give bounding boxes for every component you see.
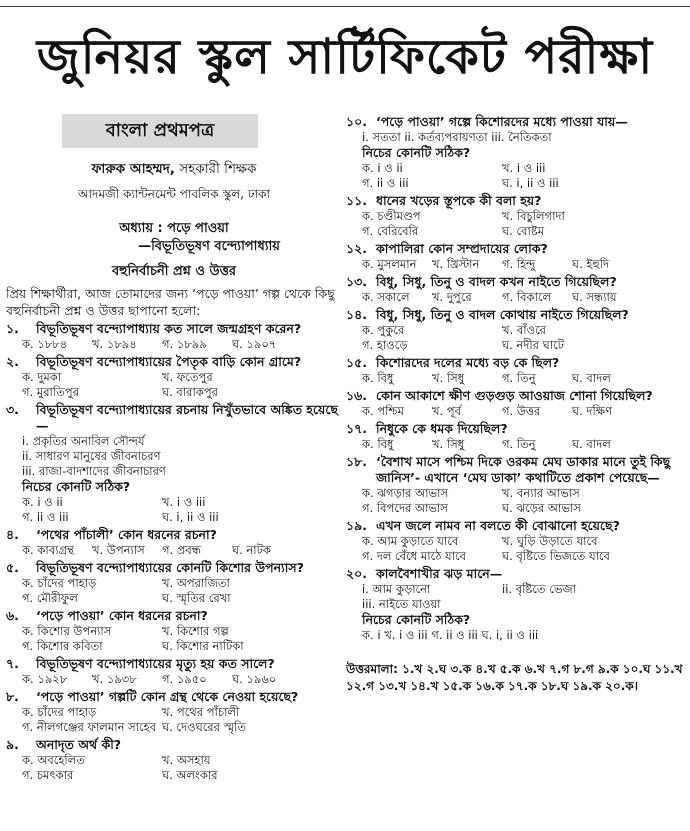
question-block <box>346 355 686 386</box>
statement-list <box>6 434 342 479</box>
option: খ. i ও iii <box>502 161 546 175</box>
option: গ. নীলগঞ্জের ফালমান সাহেব <box>22 720 157 734</box>
option: গ. ১৮৯৯ <box>162 337 207 351</box>
option-list <box>346 161 686 191</box>
question-number: ১৬. <box>346 388 367 403</box>
question-block <box>6 689 342 735</box>
question-number: ২০. <box>346 566 368 581</box>
option: গ. চমৎকার <box>22 768 74 782</box>
option: গ. তিনু <box>502 437 536 451</box>
question-text: এখন জলে নামব না বলতে কী বোঝানো হয়েছে? <box>376 518 620 533</box>
question-row <box>346 388 686 404</box>
option: খ. বিচুলিগাদা <box>502 209 565 223</box>
question-row <box>6 527 342 543</box>
question-text: ‘পথের পাঁচালী’ কোন ধরনের রচনা? <box>36 527 217 542</box>
option: খ. ১৯৩৮ <box>92 672 137 686</box>
option: খ. খ্রিস্টান <box>432 257 480 271</box>
question-block <box>6 527 342 558</box>
question-number: ৩. <box>6 402 19 417</box>
option: ঘ. বৃষ্টিতে ভিজতে যাবে <box>502 549 610 563</box>
statement: i. আম কুড়ানো <box>362 582 431 596</box>
option: ঘ. দক্ষিণ <box>572 404 613 418</box>
option: খ. ১৮৯৪ <box>92 337 137 351</box>
author-name: ফারুক আহম্মদ, <box>91 161 175 177</box>
question-number: ১৫. <box>346 355 367 370</box>
option-list <box>346 534 686 564</box>
section-title: বহুনির্বাচনী প্রশ্ন ও উত্তর <box>111 264 237 279</box>
question-number: ১১. <box>346 193 367 208</box>
option: খ. দুপুরে <box>432 290 472 304</box>
option: গ. মৌরীফুল <box>22 591 78 605</box>
answer-key: উত্তরমালা: ১.খ ২.ঘ ৩.ক ৪.খ ৫.ক ৬.খ ৭.গ ৮.গ ৯.ক ১০.ঘ ১১.খ ১২.গ ১৩.খ ১৪.খ ১৫.ক ১৬.ক ১৭.ক ১৮.ঘ ১৯.ক ২০.ক। <box>346 662 683 693</box>
question-text: ধানের খড়ের স্তূপকে কী বলা হয়? <box>376 193 542 208</box>
option: গ. মুরাতিপুর <box>22 385 79 399</box>
option: খ. ফতেপুর <box>162 370 213 384</box>
option: গ. বেরিবেরি <box>362 224 419 238</box>
question-text: ‘বৈশাখ মাসে পশ্চিম দিকে ওরকম মেঘ ডাকার মানে তুই কিছু জানিস’- এখানে ‘মেঘ ডাকা’ কথাটিতে প্রকাশ পেয়েছে— <box>376 454 671 485</box>
option: ক. কাব্যগ্রন্থ <box>22 543 74 557</box>
option: ক. চণ্ডীমণ্ডপ <box>362 209 421 223</box>
right-question-list <box>346 114 686 643</box>
option: ক. চাঁদের পাহাড় <box>22 576 97 590</box>
option: ক. অবহেলিত <box>22 753 85 767</box>
question-text: বিধু, সিধু, তিনু ও বাদল কোথায় নাইতে গিয়েছিল? <box>376 307 629 322</box>
option: ক. i ও ii <box>362 161 403 175</box>
question-text: ‘পড়ে পাওয়া’ গল্পে কিশোরদের মধ্যে পাওয়া যায়— <box>376 114 628 129</box>
question-block <box>346 388 686 419</box>
question-row <box>346 193 686 209</box>
question-number: ২. <box>6 354 19 369</box>
question-text: কালবৈশাখীর ঝড় মানে— <box>376 566 503 581</box>
question-text: কোন আকাশে ক্ষীণ গুড়গুড় আওয়াজ শোনা গিয়েছিল? <box>376 388 653 403</box>
question-row <box>6 656 342 672</box>
question-number: ১৪. <box>346 307 367 322</box>
question-block <box>346 193 686 239</box>
option-list <box>6 753 342 783</box>
question-block <box>346 274 686 305</box>
option-list <box>6 705 342 735</box>
option: গ. তিনু <box>502 371 536 385</box>
option: ক. দুমকা <box>22 370 62 384</box>
option: ক. সকালে <box>362 290 410 304</box>
statement-pair <box>346 582 686 597</box>
option-list <box>6 370 342 400</box>
option: খ. বাঁওরে <box>502 323 547 337</box>
question-row <box>346 274 686 290</box>
option: ঘ. বাদল <box>572 437 611 451</box>
option-list <box>346 257 686 272</box>
option-list <box>6 495 342 525</box>
intro-text: প্রিয় শিক্ষার্থীরা, আজ তোমাদের জন্য ‘পড়ে পাওয়া’ গল্প থেকে কিছু বহুনির্বাচনী প্রশ্ন ও উত্তর ছাপানো হলো: <box>6 286 335 318</box>
school-name: আদমজী ক্যান্টনমেন্ট পাবলিক স্কুল, ঢাকা <box>78 187 270 201</box>
option-list <box>346 371 686 386</box>
option: ঘ. সন্ধ্যায় <box>572 290 617 304</box>
question-number: ৬. <box>6 608 19 623</box>
option: ক. ঝগড়ার আভাস <box>362 486 449 500</box>
question-number: ১০. <box>346 114 367 129</box>
statement: ii. বৃষ্টিতে ভেজা <box>502 582 577 596</box>
question-text: বিভূতিভূষণ বন্দ্যোপাধ্যায়ের পৈতৃক বাড়ি কোন গ্রামে? <box>36 354 302 369</box>
question-row <box>6 321 342 337</box>
question-block <box>6 321 342 352</box>
option: ঘ. অলংকার <box>162 768 218 782</box>
option: ক. ১৯২৮ <box>22 672 68 686</box>
question-number: ১৮. <box>346 454 367 469</box>
option: ঘ. ১৯৬০ <box>232 672 277 686</box>
question-row <box>6 689 342 705</box>
which-correct-label: নিচের কোনটি সঠিক? <box>362 145 471 160</box>
question-block <box>6 656 342 687</box>
option: খ. ঘুড়ি উড়াতে যাবে <box>502 534 598 548</box>
option-list: ক. i খ. i ও iii গ. ii ও iii ঘ. i, ii ও iii <box>362 628 539 642</box>
option: ঘ. দেওঘরের স্মৃতি <box>162 720 246 734</box>
question-number: ১৩. <box>346 274 367 289</box>
question-number: ৯. <box>6 737 19 752</box>
chapter-writer: —বিভূতিভূষণ বন্দ্যোপাধ্যায় <box>138 239 280 254</box>
option: ঘ. বাদল <box>572 371 611 385</box>
question-block <box>6 354 342 400</box>
question-row <box>346 421 686 437</box>
option: ঘ. বোষ্টম <box>502 224 545 238</box>
option: ক. ১৮৮৪ <box>22 337 68 351</box>
question-row <box>346 566 686 582</box>
question-block <box>346 241 686 272</box>
option-list <box>346 290 686 305</box>
option-list <box>6 543 342 558</box>
question-row <box>346 355 686 371</box>
question-text: বিভূতিভূষণ বন্দ্যোপাধ্যায় কত সালে জন্মগ্রহণ করেন? <box>36 321 302 336</box>
option: ক. কিশোর উপন্যাস <box>22 624 112 638</box>
question-row <box>6 608 342 624</box>
option: ক. আম কুড়াতে যাবে <box>362 534 459 548</box>
question-block <box>346 454 686 516</box>
question-block <box>346 421 686 452</box>
question-row <box>6 560 342 576</box>
option: গ. হিন্দু <box>502 257 536 271</box>
statement: iii. নাইতে যাওয়া <box>362 597 441 611</box>
option: খ. কিশোর গল্প <box>162 624 229 638</box>
subject-badge: বাংলা প্রথমপত্র <box>62 114 258 148</box>
question-row <box>346 307 686 323</box>
question-row <box>6 354 342 370</box>
option: ঘ. বারাকপুর <box>162 385 218 399</box>
question-row <box>6 402 342 434</box>
which-correct-label: নিচের কোনটি সঠিক? <box>362 612 471 627</box>
option: ঘ. কিশোর নাটিকা <box>162 639 244 653</box>
option-list <box>6 337 342 352</box>
question-number: ৮. <box>6 689 19 704</box>
question-block <box>346 518 686 564</box>
option: খ. উপন্যাস <box>92 543 145 557</box>
question-row <box>346 241 686 257</box>
author-role: সহকারী শিক্ষক <box>179 161 257 177</box>
question-number: ১. <box>6 321 19 336</box>
option: খ. অপরাজিতা <box>162 576 230 590</box>
author-line <box>6 158 342 181</box>
question-block <box>346 307 686 353</box>
page-title: জুনিয়র স্কুল সার্টিফিকেট পরীক্ষা <box>36 29 654 85</box>
question-row <box>346 454 686 486</box>
option-list <box>6 672 342 687</box>
option-list <box>346 437 686 452</box>
option: খ. সিধু <box>432 371 465 385</box>
option: ঘ. নাটক <box>232 543 271 557</box>
option-list <box>346 404 686 419</box>
option: গ. ১৯৫০ <box>162 672 207 686</box>
option: গ. বিপদের আভাস <box>362 501 448 515</box>
question-number: ১৯. <box>346 518 367 533</box>
question-text: বিভূতিভূষণ বন্দ্যোপাধ্যায়ের কোনটি কিশোর উপন্যাস? <box>36 560 304 575</box>
option: গ. প্রবন্ধ <box>162 543 201 557</box>
question-text: বিধু, সিধু, তিনু ও বাদল কখন নাইতে গিয়েছিল? <box>376 274 617 289</box>
question-text: কাপালিরা কোন সম্প্রদায়ের লোক? <box>376 241 548 256</box>
statement-list: i. সততা ii. কর্তব্যপরায়ণতা iii. নৈতিকতা <box>362 130 552 144</box>
top-rule <box>0 6 690 7</box>
question-text: বিভূতিভূষণ বন্দ্যোপাধ্যায়ের মৃত্যু হয় কত সালে? <box>36 656 275 671</box>
question-row <box>346 518 686 534</box>
which-correct-label: নিচের কোনটি সঠিক? <box>22 479 131 494</box>
option: খ. অসহায় <box>162 753 211 767</box>
option: গ. বিকালে <box>502 290 552 304</box>
option: গ. উত্তর <box>502 404 541 418</box>
option-list <box>346 209 686 239</box>
option: ক. পশ্চিম <box>362 404 404 418</box>
option: ঘ. i, ii ও iii <box>162 510 219 524</box>
option: ক. পুকুরে <box>362 323 405 337</box>
left-question-list <box>6 321 342 783</box>
question-text: ‘পড়ে পাওয়া’ গল্পটি কোন গ্রন্থ থেকে নেওয়া হয়েছে? <box>36 689 299 704</box>
question-number: ১৭. <box>346 421 367 436</box>
question-number: ৫. <box>6 560 19 575</box>
option-list <box>6 576 342 606</box>
question-block <box>6 737 342 783</box>
question-block <box>346 566 686 643</box>
option: খ. সিধু <box>432 437 465 451</box>
option-list <box>346 486 686 516</box>
option: খ. i ও iii <box>162 495 206 509</box>
question-number: ৪. <box>6 527 19 542</box>
option: ঘ. i, ii ও iii <box>502 176 559 190</box>
option-list <box>346 323 686 353</box>
option: খ. বন্যার আভাস <box>502 486 580 500</box>
option: ক. i ও ii <box>22 495 63 509</box>
question-block <box>6 560 342 606</box>
option: গ. দল বেঁধে মাঠে যাবে <box>362 549 467 563</box>
option: ক. বিধু <box>362 437 394 451</box>
right-column <box>346 112 686 831</box>
option: ক. মুসলমান <box>362 257 417 271</box>
option: ঘ. নদীর ঘাটে <box>502 338 564 352</box>
question-block <box>346 114 686 191</box>
question-block <box>6 608 342 654</box>
statement: ii. সাধারণ মানুষের জীবনাচরণ <box>22 449 161 463</box>
question-text: নিধুকে কে ধমক দিয়েছিল? <box>376 421 508 436</box>
chapter-heading <box>6 220 342 256</box>
option: ঘ. ইহুদি <box>572 257 610 271</box>
question-row <box>346 114 686 130</box>
option: গ. কিশোর কবিতা <box>22 639 103 653</box>
question-row <box>6 737 342 753</box>
option-list <box>6 624 342 654</box>
option: গ. ii ও iii <box>22 510 69 524</box>
option: খ. পূর্ব <box>432 404 462 418</box>
option: খ. পথের পাঁচালী <box>162 705 240 719</box>
question-block <box>6 402 342 525</box>
left-column <box>6 112 342 831</box>
option: গ. ii ও iii <box>362 176 409 190</box>
question-text: কিশোরদের দলের মধ্যে বড় কে ছিল? <box>376 355 560 370</box>
option: ক. বিধু <box>362 371 394 385</box>
chapter-title: অধ্যায় : পড়ে পাওয়া <box>119 221 229 236</box>
option: ঘ. ঝড়ের আভাস <box>502 501 581 515</box>
question-text: বিভূতিভূষণ বন্দ্যোপাধ্যায়ের রচনায় নিখুঁতভাবে অঙ্কিত হয়েছে— <box>36 402 338 433</box>
question-text: অনাদৃত অর্থ কী? <box>36 737 122 752</box>
option: ঘ. স্মৃতির রেখা <box>162 591 231 605</box>
option: গ. হাওড়ে <box>362 338 408 352</box>
question-number: ১২. <box>346 241 367 256</box>
statement: iii. রাজা-বাদশাদের জীবনাচারণ <box>22 464 166 478</box>
statement-list <box>346 597 686 612</box>
option: ক. চাঁদের পাহাড় <box>22 705 97 719</box>
statement: i. প্রকৃতির অনাবিল সৌন্দর্য <box>22 434 145 448</box>
question-text: ‘পড়ে পাওয়া’ কোন ধরনের রচনা? <box>36 608 208 623</box>
question-number: ৭. <box>6 656 19 671</box>
option: ঘ. ১৯০৭ <box>232 337 277 351</box>
